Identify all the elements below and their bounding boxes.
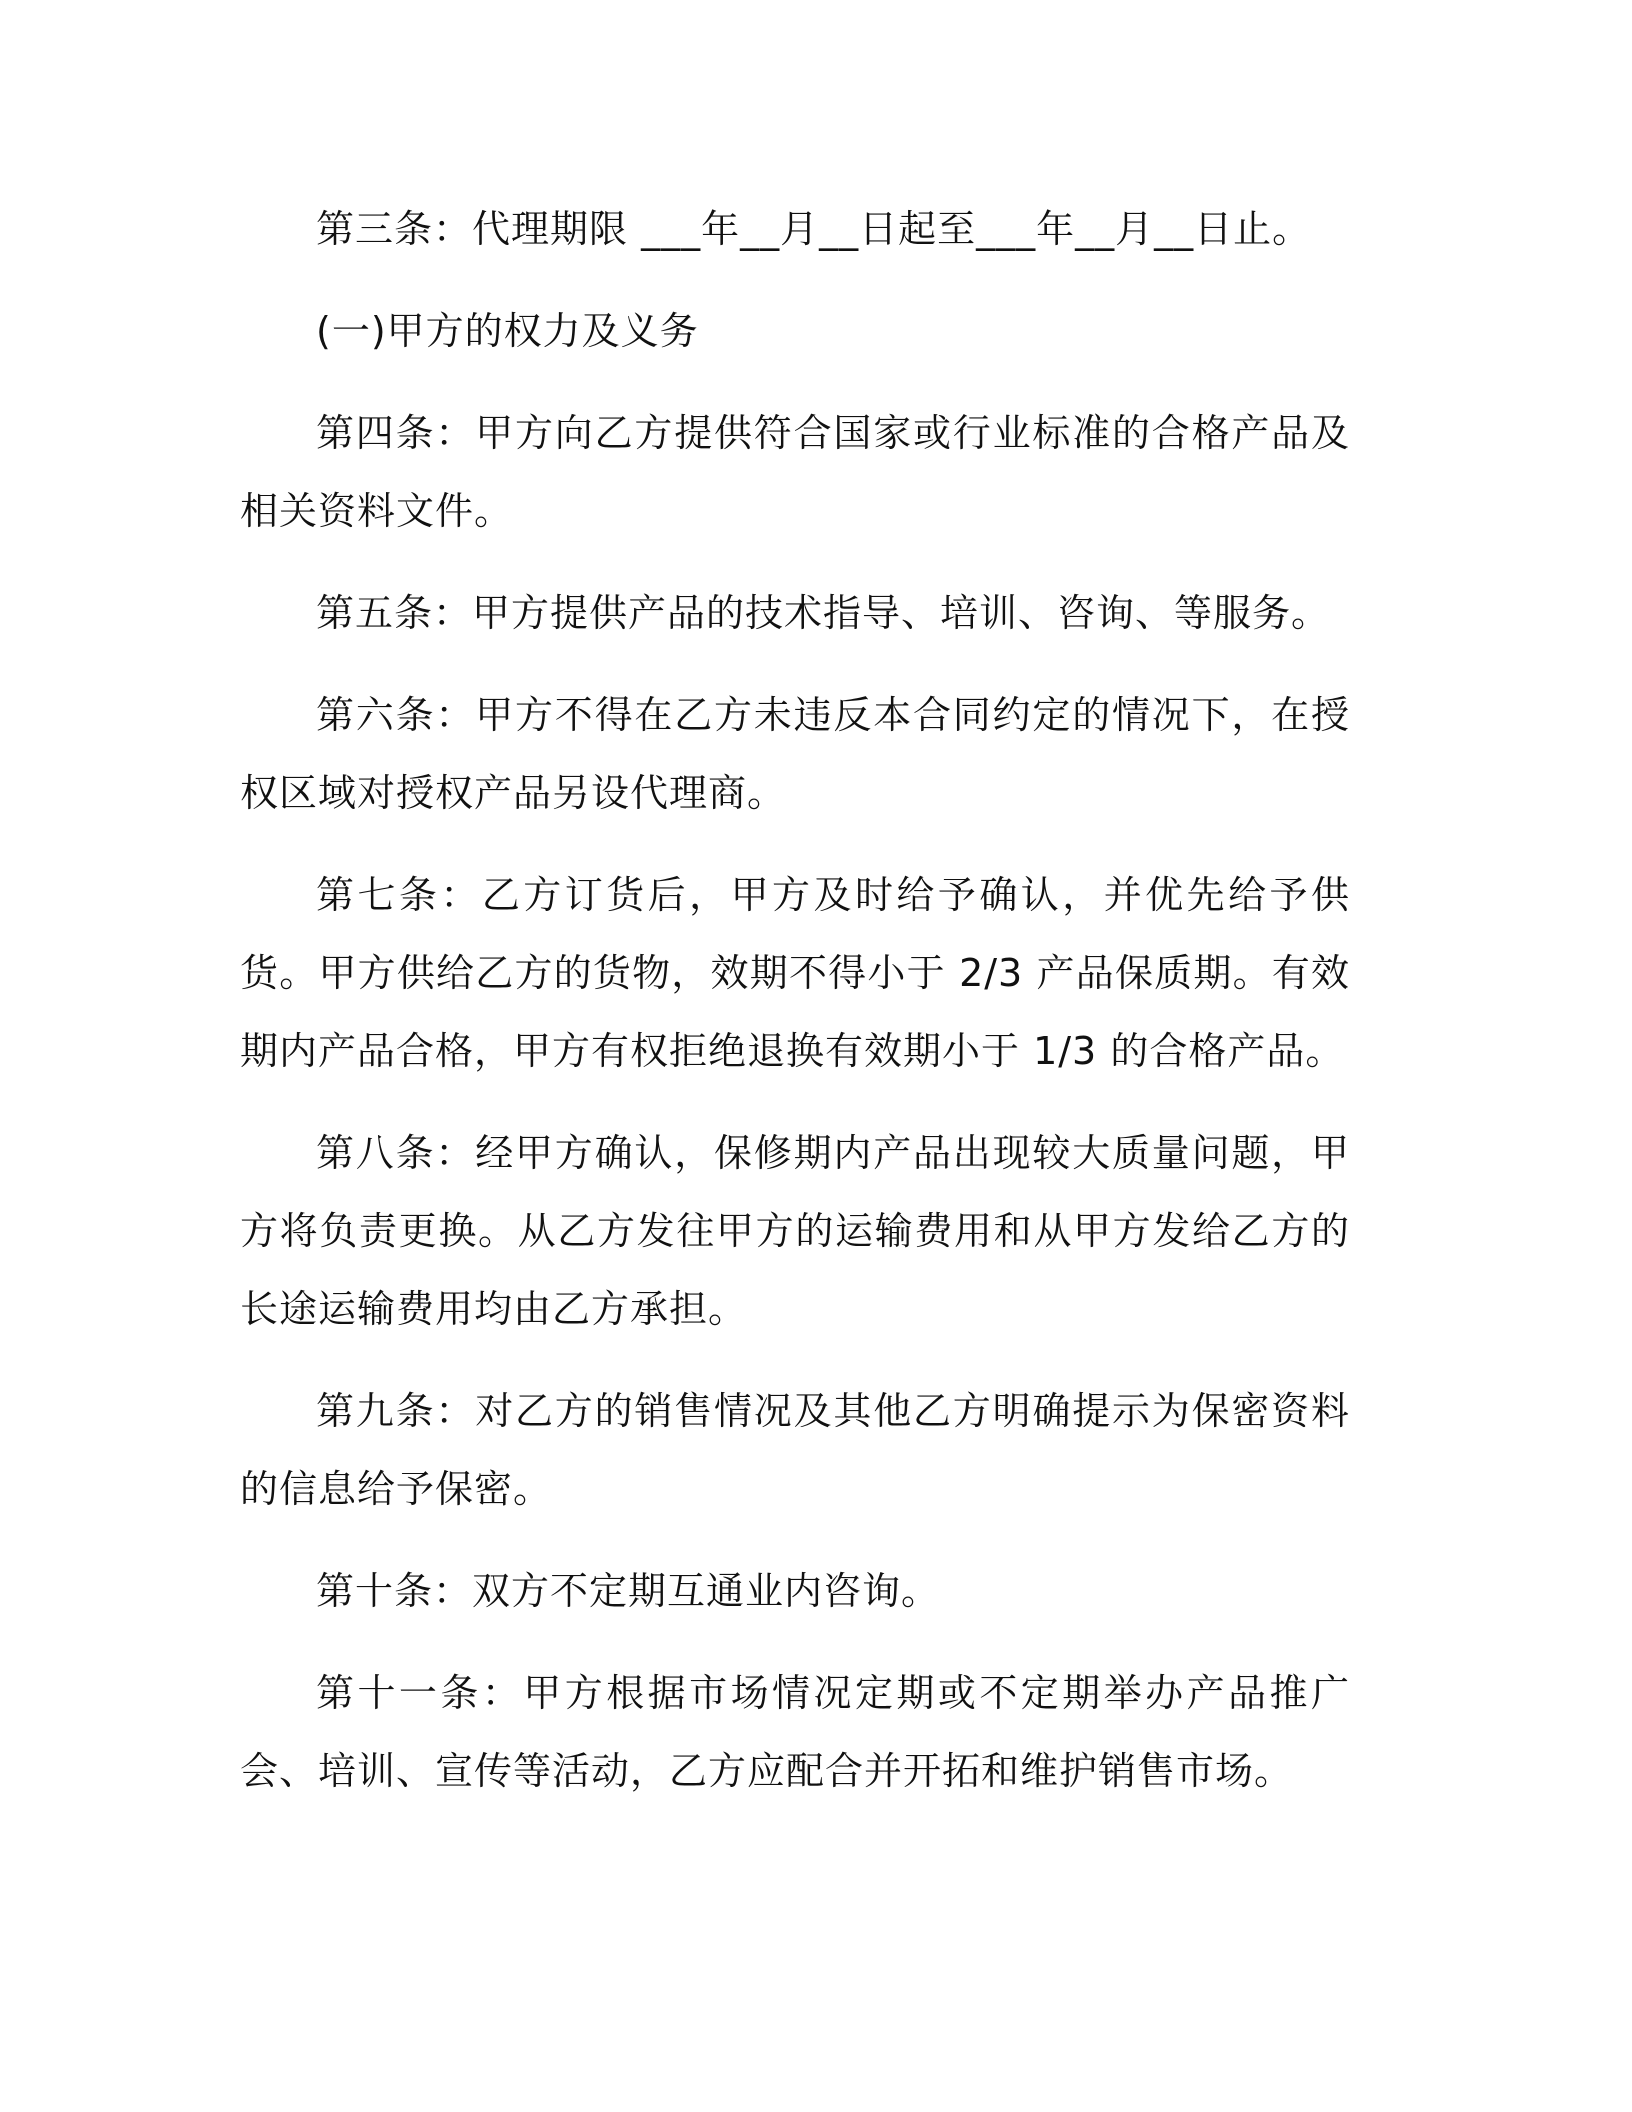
article-6-paragraph: 第六条：甲方不得在乙方未违反本合同约定的情况下，在授权区域对授权产品另设代理商。 xyxy=(240,693,1350,815)
article-3-paragraph: 第三条：代理期限 ___年__月__日起至___年__月__日止。 xyxy=(316,207,1312,251)
article-8-paragraph: 第八条：经甲方确认，保修期内产品出现较大质量问题，甲方将负责更换。从乙方发往甲方的运输费用和从甲方发给乙方的长途运输费用均由乙方承担。 xyxy=(240,1131,1350,1331)
article-9-paragraph: 第九条：对乙方的销售情况及其他乙方明确提示为保密资料的信息给予保密。 xyxy=(240,1389,1350,1511)
article-4-paragraph: 第四条：甲方向乙方提供符合国家或行业标准的合格产品及相关资料文件。 xyxy=(240,411,1350,533)
section-heading-party-a: (一)甲方的权力及义务 xyxy=(316,309,699,353)
document-page xyxy=(240,190,1350,1834)
article-7-paragraph: 第七条：乙方订货后，甲方及时给予确认，并优先给予供货。甲方供给乙方的货物，效期不得小于 2/3 产品保质期。有效期内产品合格，甲方有权拒绝退换有效期小于 1/3 的合格产品。 xyxy=(240,873,1350,1073)
article-10-paragraph: 第十条：双方不定期互通业内咨询。 xyxy=(316,1569,941,1613)
article-11-paragraph: 第十一条：甲方根据市场情况定期或不定期举办产品推广会、培训、宣传等活动，乙方应配合并开拓和维护销售市场。 xyxy=(240,1671,1350,1793)
article-5-paragraph: 第五条：甲方提供产品的技术指导、培训、咨询、等服务。 xyxy=(316,591,1331,635)
